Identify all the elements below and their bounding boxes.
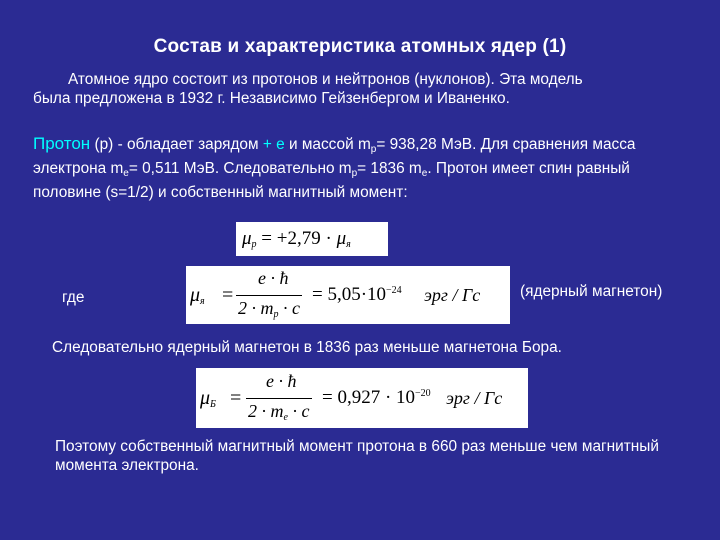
formula-nuclear-magneton [186,266,510,324]
p2-text-c: = 938,28 МэВ. Для сравнения масса электрона m [33,136,636,177]
f2-eq: = [222,284,234,306]
slide-title: Состав и характеристика атомных ядер (1) [153,36,567,57]
f2-fraction-line [236,295,302,296]
f3-fraction-line [246,398,312,399]
p2-text-a: (р) - обладает зарядом [90,136,263,153]
f3-numerator: e · ħ [266,371,297,391]
p2-sub-b: р [370,144,377,155]
f3-mu: μ [200,387,211,409]
f3-eq: = [230,387,242,409]
p2-sub-c: е [123,168,129,179]
f2-mu: μ [190,284,201,306]
f1-sub-ya: я [346,239,351,250]
nuclear-magneton-label: (ядерный магнетон) [520,283,663,300]
paragraph-1-line-1: Атомное ядро состоит из протонов и нейтронов (нуклонов). Эта модель [68,71,583,88]
f2-denominator: $2 \cdot m_p \cdot c$ [238,298,300,320]
f2-units: эрг / Гс [424,285,481,305]
paragraph-2 [33,134,693,202]
f2-value: = $5,05\cdot 10^{-24}$ [312,284,402,305]
paragraph-3: Следовательно ядерный магнетон в 1836 раз меньше магнетона Бора. [52,339,562,356]
f2-numerator: e · ħ [258,268,289,288]
paragraph-1-line-2: была предложена в 1932 г. Независимо Гейзенбергом и Иваненко. [33,90,510,107]
f1-eq: = +2,79 · [256,228,337,249]
p2-text-b: и массой m [284,136,371,153]
charge-value: + е [262,136,285,153]
f3-sub: Б [210,399,216,410]
p2-sub-e: е [421,168,428,179]
formula-proton-moment [236,222,388,256]
paragraph-4: Поэтому собственный магнитный момент протона в 660 раз меньше чем магнитный момента электрона. [55,438,659,474]
f1-sub-p: p [251,239,257,250]
f3-units: эрг / Гс [446,388,503,408]
p2-sub-d: р [351,168,358,179]
f1-mu: μ [242,228,252,249]
f3-denominator: $2 \cdot m_e \cdot c$ [248,401,310,423]
f2-sub: я [200,296,205,307]
p2-text-e: = 1836 m [357,160,422,177]
formula-bohr-magneton [196,368,528,428]
p2-text-f: . Протон имеет спин равный половине (s=1/2) и собственный магнитный момент: [33,160,630,201]
proton-term: Протон [33,134,91,153]
f3-value: = $0,927 \cdot 10^{-20}$ [322,387,431,408]
where-label: где [62,289,85,306]
f1-mu2: μ [336,228,347,249]
p2-text-d: = 0,511 МэВ. Следовательно m [128,160,352,177]
